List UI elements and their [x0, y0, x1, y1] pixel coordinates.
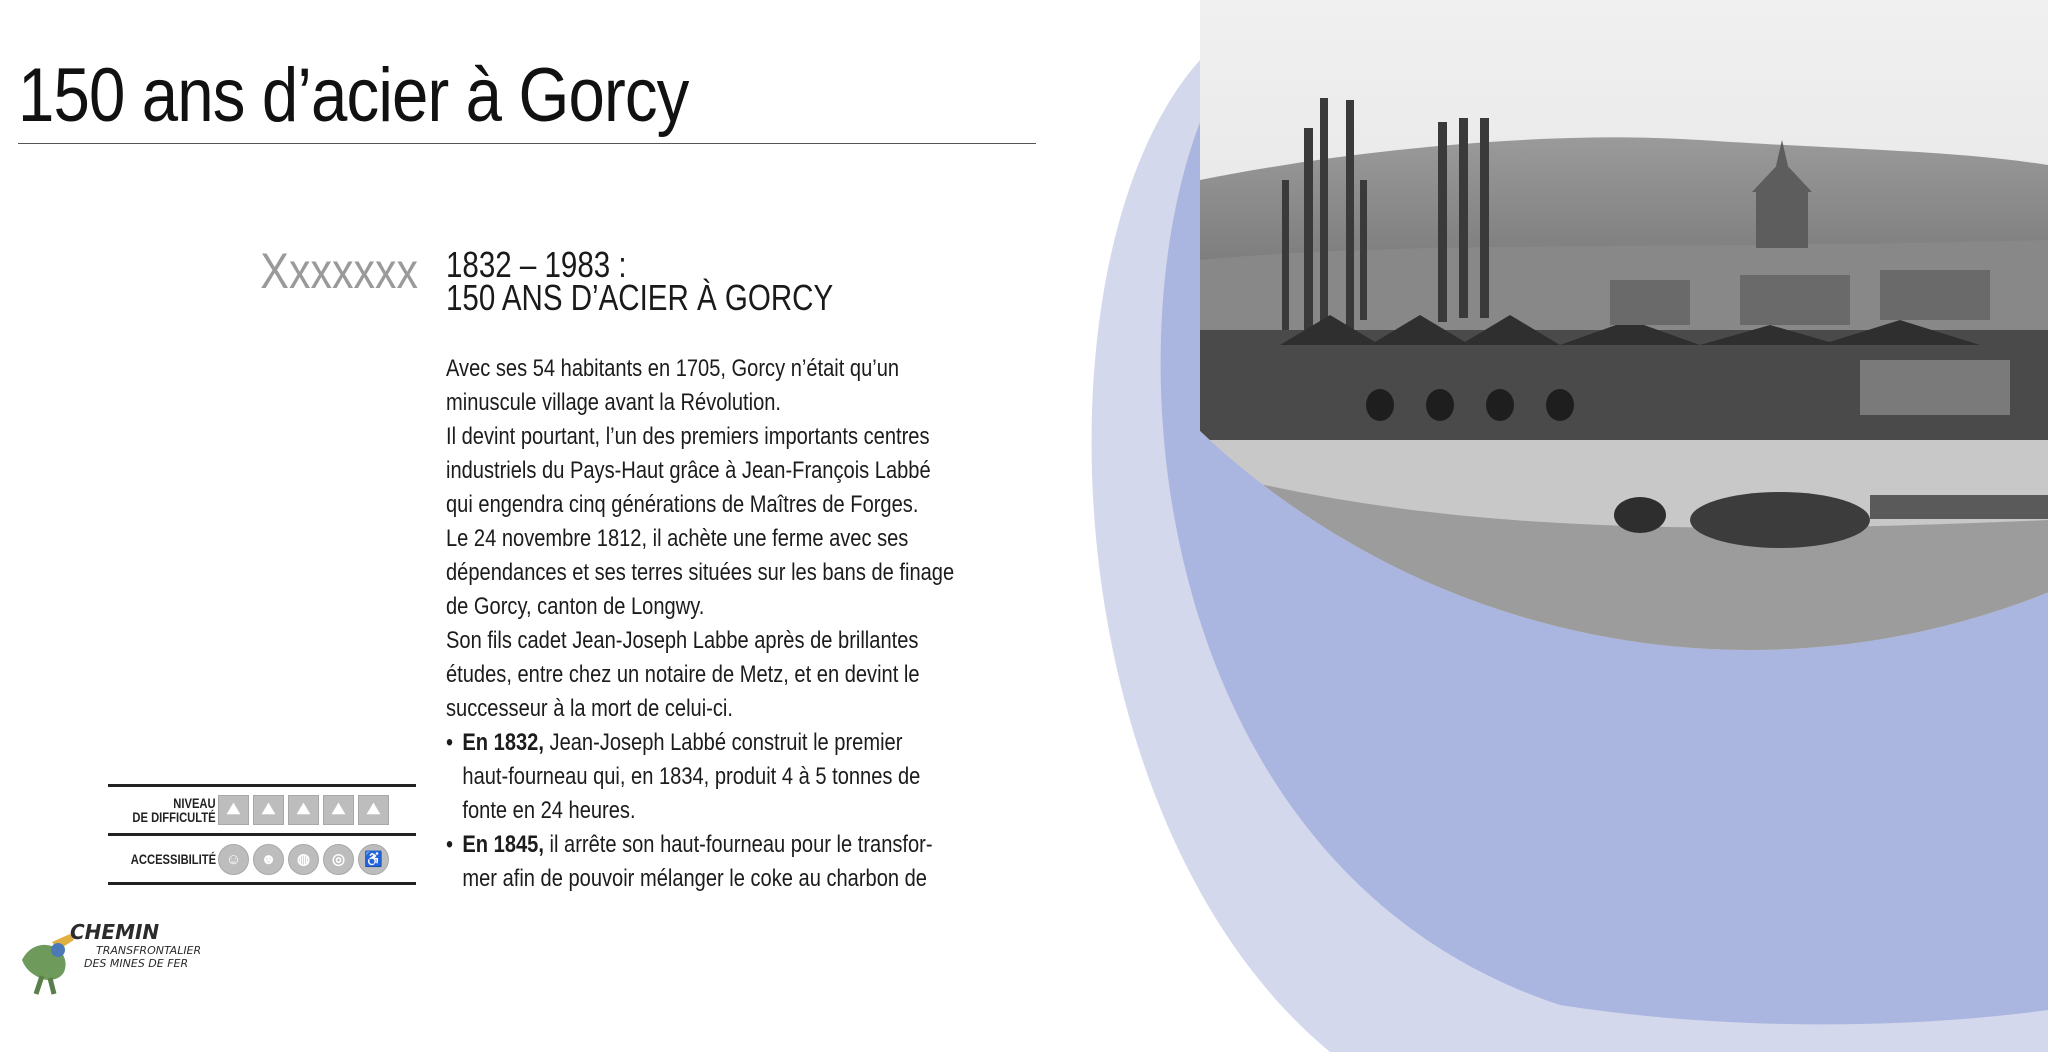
page-title: 150 ans d’acier à Gorcy [18, 53, 689, 138]
hiker-icon: ⛰ [323, 795, 354, 825]
title-divider [18, 143, 1036, 144]
accessibility-row [108, 833, 416, 885]
family-icon: ☻ [253, 844, 284, 875]
hiker-icon: ⛰ [288, 795, 319, 825]
body-line: minuscule village avant la Révolution. [446, 389, 782, 416]
hiker-icon: ⛰ [218, 795, 249, 825]
bullet-dot: • [446, 831, 454, 858]
hiker-icon: ⛰ [358, 795, 389, 825]
bullet-text: il arrête son haut-fourneau pour le transfor- [543, 831, 933, 858]
section-heading-line1: 1832 – 1983 : [446, 244, 627, 285]
bullet-year: En 1845, [462, 831, 544, 858]
body-line: de Gorcy, canton de Longwy. [446, 593, 705, 620]
body-line: études, entre chez un notaire de Metz, et en devint le [446, 661, 920, 688]
body-line: industriels du Pays-Haut grâce à Jean-François Labbé [446, 457, 931, 484]
rating-panel [108, 784, 416, 885]
bullet-text: Jean-Joseph Labbé construit le premier [543, 729, 903, 756]
hiker-icon: ⛰ [253, 795, 284, 825]
section-heading-line2: 150 ANS D’ACIER À GORCY [446, 277, 834, 318]
body-text [446, 352, 971, 896]
bullet-text: mer afin de pouvoir mélanger le coke au charbon de [462, 865, 927, 892]
bullet-item [446, 828, 971, 896]
bullet-item [446, 726, 971, 828]
difficulty-label: NIVEAU DE DIFFICULTÉ [132, 795, 216, 825]
walker-icon: ☺ [218, 844, 249, 875]
bicycle-icon: ◎ [323, 844, 354, 875]
body-line: qui engendra cinq générations de Maîtres de Forges. [446, 491, 919, 518]
bullet-dot: • [446, 729, 454, 756]
bullet-text: fonte en 24 heures. [462, 797, 636, 824]
body-line: dépendances et ses terres situées sur les bans de finage [446, 559, 955, 586]
stroller-icon: ◍ [288, 844, 319, 875]
accessibility-label: ACCESSIBILITÉ [130, 851, 217, 867]
body-line: Le 24 novembre 1812, il achète une ferme avec ses [446, 525, 909, 552]
bullet-year: En 1832, [462, 729, 544, 756]
section-heading [446, 244, 834, 318]
logo-line1: CHEMIN [70, 920, 160, 944]
logo-line3: DES MINES DE FER [84, 957, 189, 970]
body-line: successeur à la mort de celui-ci. [446, 695, 733, 722]
bullet-text: haut-fourneau qui, en 1834, produit 4 à 5 tonnes de [462, 763, 921, 790]
logo-line2: TRANSFRONTALIER [96, 944, 202, 957]
side-label: Xxxxxxx [260, 243, 418, 299]
difficulty-row [108, 784, 416, 833]
logo-wordmark [70, 920, 201, 970]
body-line: Avec ses 54 habitants en 1705, Gorcy n’était qu’un [446, 355, 900, 382]
body-line: Il devint pourtant, l’un des premiers importants centres [446, 423, 930, 450]
wheelchair-icon: ♿ [358, 844, 389, 875]
body-line: Son fils cadet Jean-Joseph Labbe après de brillantes [446, 627, 919, 654]
